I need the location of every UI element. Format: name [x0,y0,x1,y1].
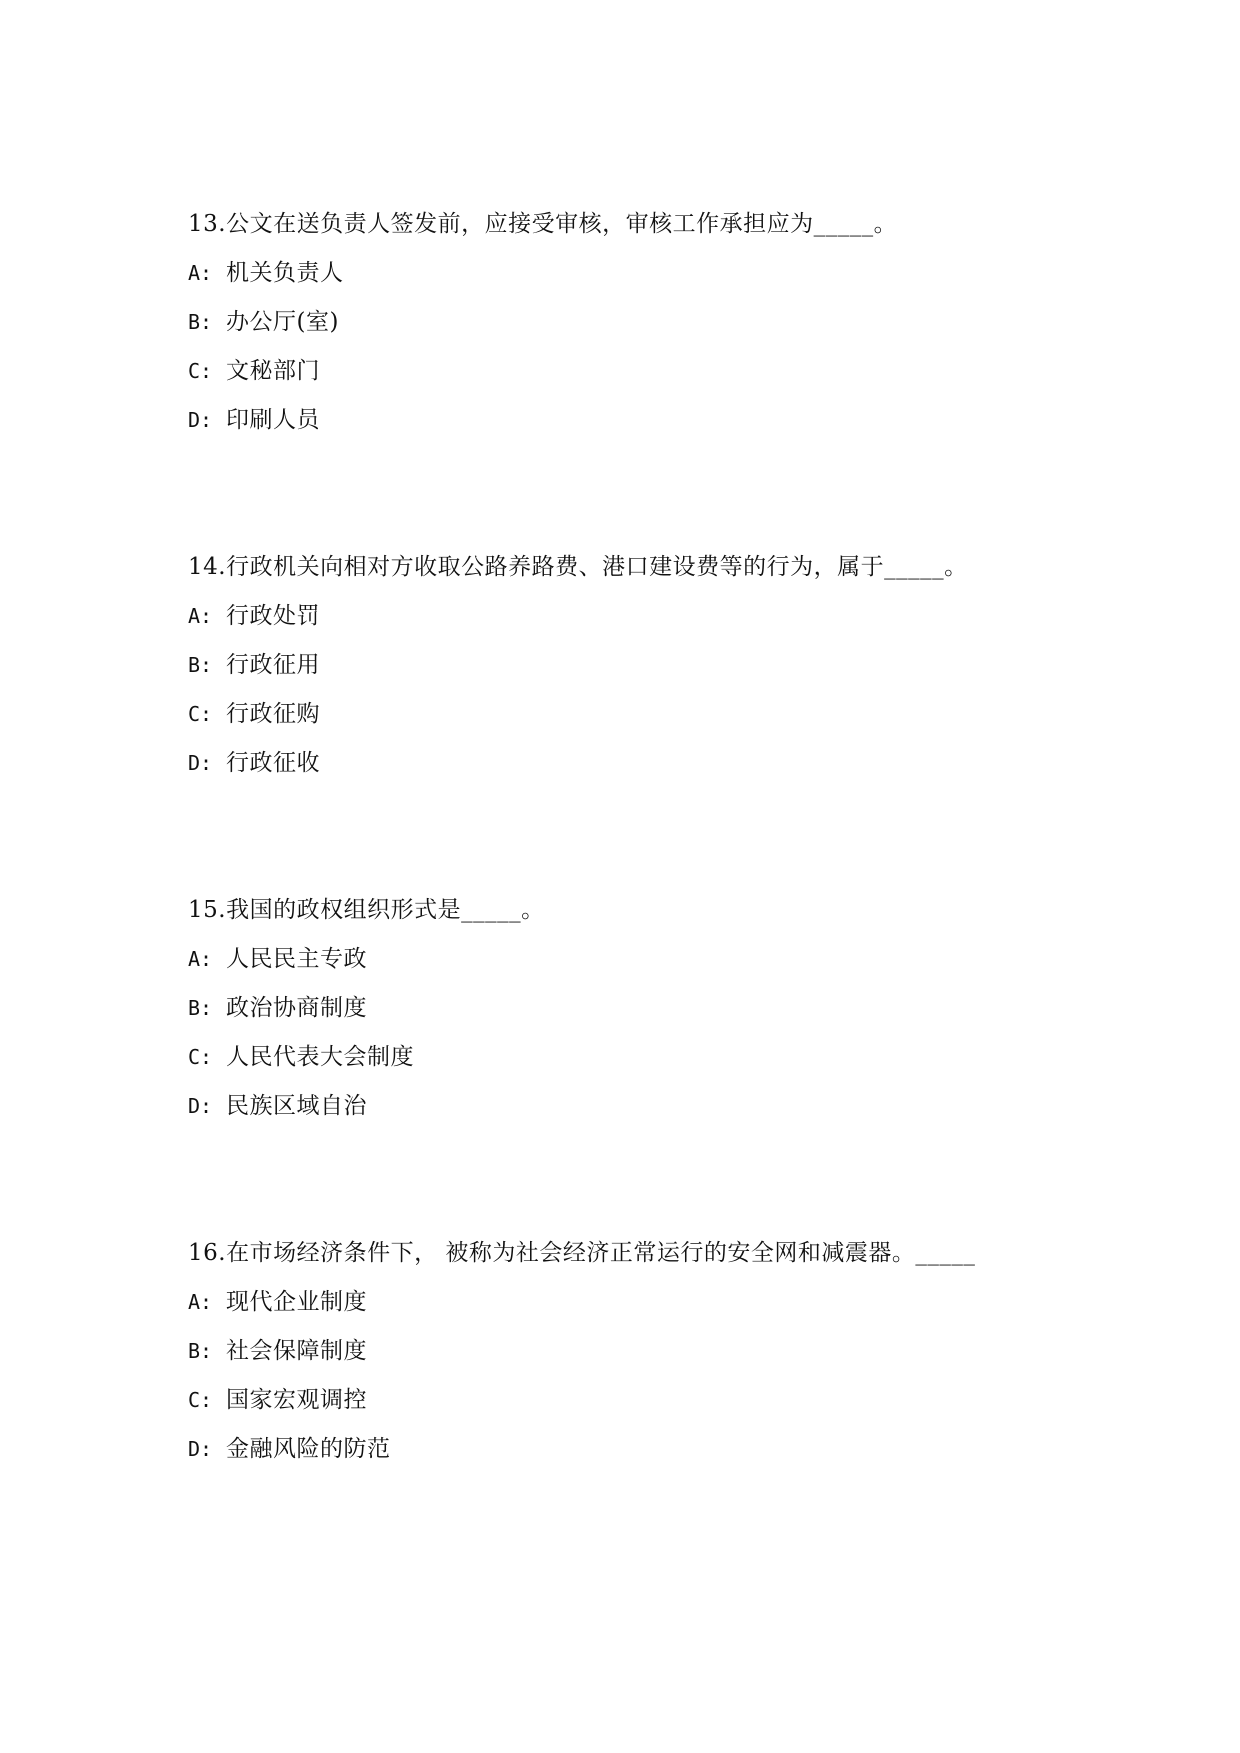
option-d [188,1090,1148,1122]
option-text: 行政征购 [226,701,320,727]
option-text: 行政征用 [226,652,320,678]
option-text: 印刷人员 [226,407,320,433]
option-label: B: [188,996,213,1020]
option-label: C: [188,1045,213,1069]
option-text: 文秘部门 [226,358,320,384]
option-a [188,943,1148,975]
option-text: 行政处罚 [226,603,320,629]
option-c [188,1041,1148,1073]
option-text: 办公厅(室) [226,309,339,335]
option-b [188,992,1148,1024]
option-label: A: [188,1290,213,1314]
option-text: 社会保障制度 [226,1338,367,1364]
option-text: 人民民主专政 [226,946,367,972]
option-label: D: [188,1094,213,1118]
option-d [188,747,1148,779]
question-stem: 14.行政机关向相对方收取公路养路费、港口建设费等的行为，属于_____。 [188,554,968,580]
question-15 [188,894,1148,1122]
question-stem: 15.我国的政权组织形式是_____。 [188,897,545,923]
option-b [188,306,1148,338]
option-text: 行政征收 [226,750,320,776]
option-label: A: [188,261,213,285]
option-label: C: [188,1388,213,1412]
option-c [188,1384,1148,1416]
question-13 [188,208,1148,436]
option-text: 现代企业制度 [226,1289,367,1315]
option-d [188,404,1148,436]
option-d [188,1433,1148,1465]
option-label: B: [188,1339,213,1363]
option-label: D: [188,408,213,432]
option-c [188,355,1148,387]
question-16 [188,1237,1148,1465]
option-label: C: [188,359,213,383]
question-stem: 13.公文在送负责人签发前，应接受审核，审核工作承担应为_____。 [188,211,898,237]
question-stem: 16.在市场经济条件下， 被称为社会经济正常运行的安全网和减震器。_____ [188,1240,976,1266]
option-c [188,698,1148,730]
option-b [188,1335,1148,1367]
option-label: A: [188,947,213,971]
option-text: 民族区域自治 [226,1093,367,1119]
option-label: D: [188,751,213,775]
option-a [188,257,1148,289]
option-b [188,649,1148,681]
option-a [188,600,1148,632]
option-text: 金融风险的防范 [226,1436,391,1462]
option-label: B: [188,653,213,677]
option-a [188,1286,1148,1318]
option-label: D: [188,1437,213,1461]
option-label: B: [188,310,213,334]
option-text: 国家宏观调控 [226,1387,367,1413]
option-text: 机关负责人 [226,260,344,286]
question-14 [188,551,1148,779]
option-text: 人民代表大会制度 [226,1044,414,1070]
option-text: 政治协商制度 [226,995,367,1021]
option-label: A: [188,604,213,628]
option-label: C: [188,702,213,726]
